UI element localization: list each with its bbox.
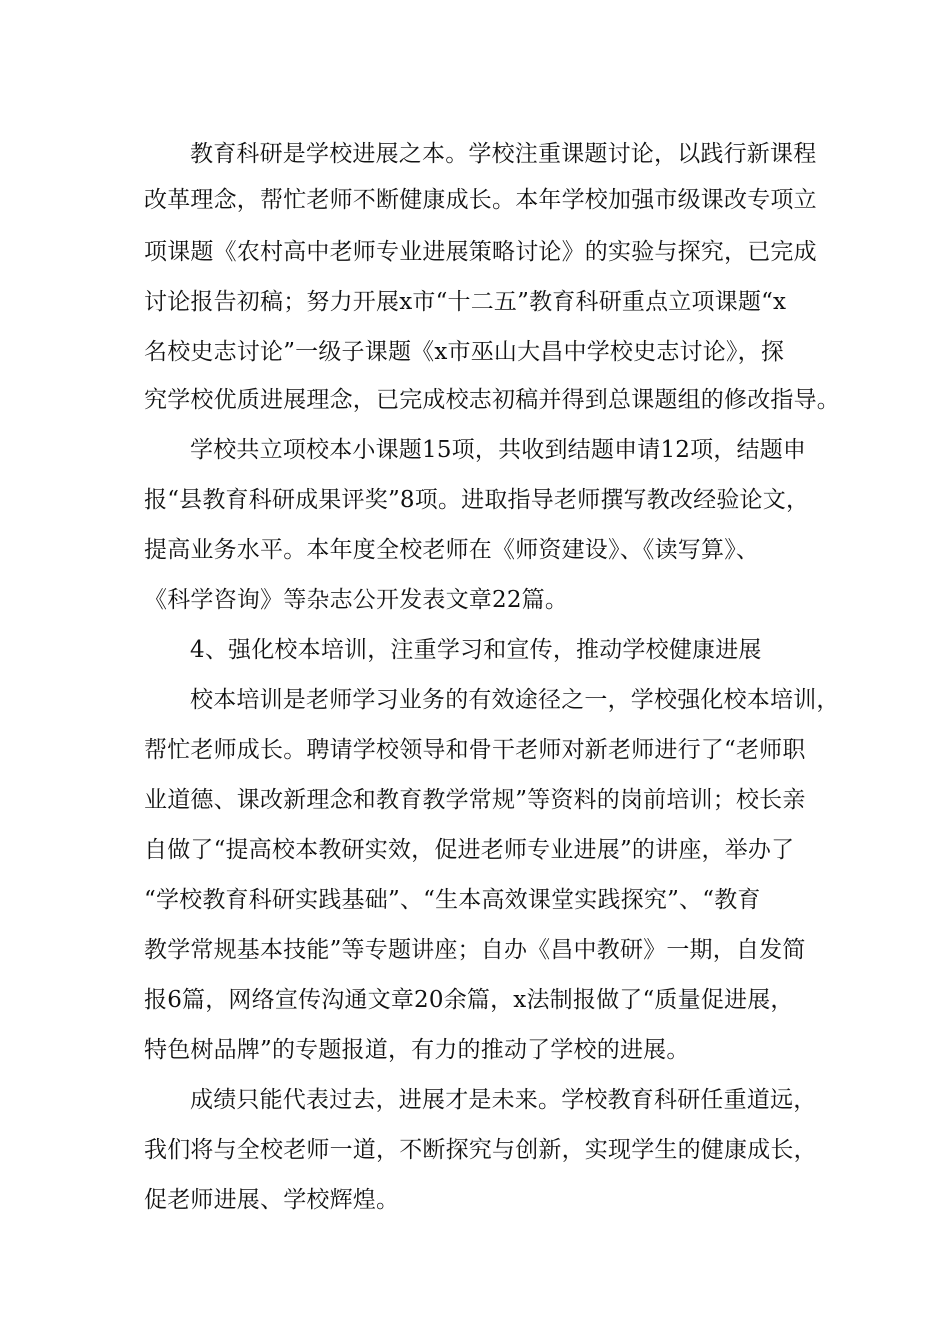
text-line: “学校教育科研实践基础”、“生本高效课堂实践探究”、“教育 (144, 887, 761, 913)
text-line: 讨论报告初稿；努力开展x市“十二五”教育科研重点立项课题“x (144, 289, 787, 315)
text-line: 改革理念，帮忙老师不断健康成长。本年学校加强市级课改专项立 (144, 187, 817, 213)
text-line: 我们将与全校老师一道，不断探究与创新，实现学生的健康成长， (144, 1137, 817, 1163)
text-line: 业道德、课改新理念和教育教学常规”等资料的岗前培训；校长亲 (144, 787, 806, 813)
text-line: 促老师进展、学校辉煌。 (144, 1187, 400, 1213)
text-line: 教育科研是学校进展之本。学校注重课题讨论，以践行新课程 (190, 141, 817, 167)
section-heading: 4、强化校本培训，注重学习和宣传，推动学校健康进展 (190, 637, 762, 663)
text-line: 自做了“提高校本教研实效，促进老师专业进展”的讲座，举办了 (144, 837, 795, 863)
text-line: 帮忙老师成长。聘请学校领导和骨干老师对新老师进行了“老师职 (144, 737, 806, 763)
text-line: 学校共立项校本小课题15项，共收到结题申请12项，结题申 (190, 437, 807, 463)
text-line: 成绩只能代表过去，进展才是未来。学校教育科研任重道远， (190, 1087, 817, 1113)
text-line: 校本培训是老师学习业务的有效途径之一，学校强化校本培训， (190, 687, 840, 713)
text-line: 提高业务水平。本年度全校老师在《师资建设》、《读写算》、 (144, 537, 760, 563)
text-line: 特色树品牌”的专题报道，有力的推动了学校的进展。 (144, 1037, 690, 1063)
text-line: 《科学咨询》等杂志公开发表文章22篇。 (144, 587, 569, 613)
text-line: 教学常规基本技能”等专题讲座；自办《昌中教研》一期，自发简 (144, 937, 806, 963)
text-line: 项课题《农村高中老师专业进展策略讨论》的实验与探究，已完成 (144, 239, 817, 265)
text-line: 报“县教育科研成果评奖”8项。进取指导老师撰写教改经验论文， (144, 487, 810, 513)
text-line: 名校史志讨论”一级子课题《x市巫山大昌中学校史志讨论》，探 (144, 339, 785, 365)
text-line: 报6篇，网络宣传沟通文章20余篇，x法制报做了“质量促进展， (144, 987, 794, 1013)
text-line: 究学校优质进展理念，已完成校志初稿并得到总课题组的修改指导。 (144, 387, 840, 413)
